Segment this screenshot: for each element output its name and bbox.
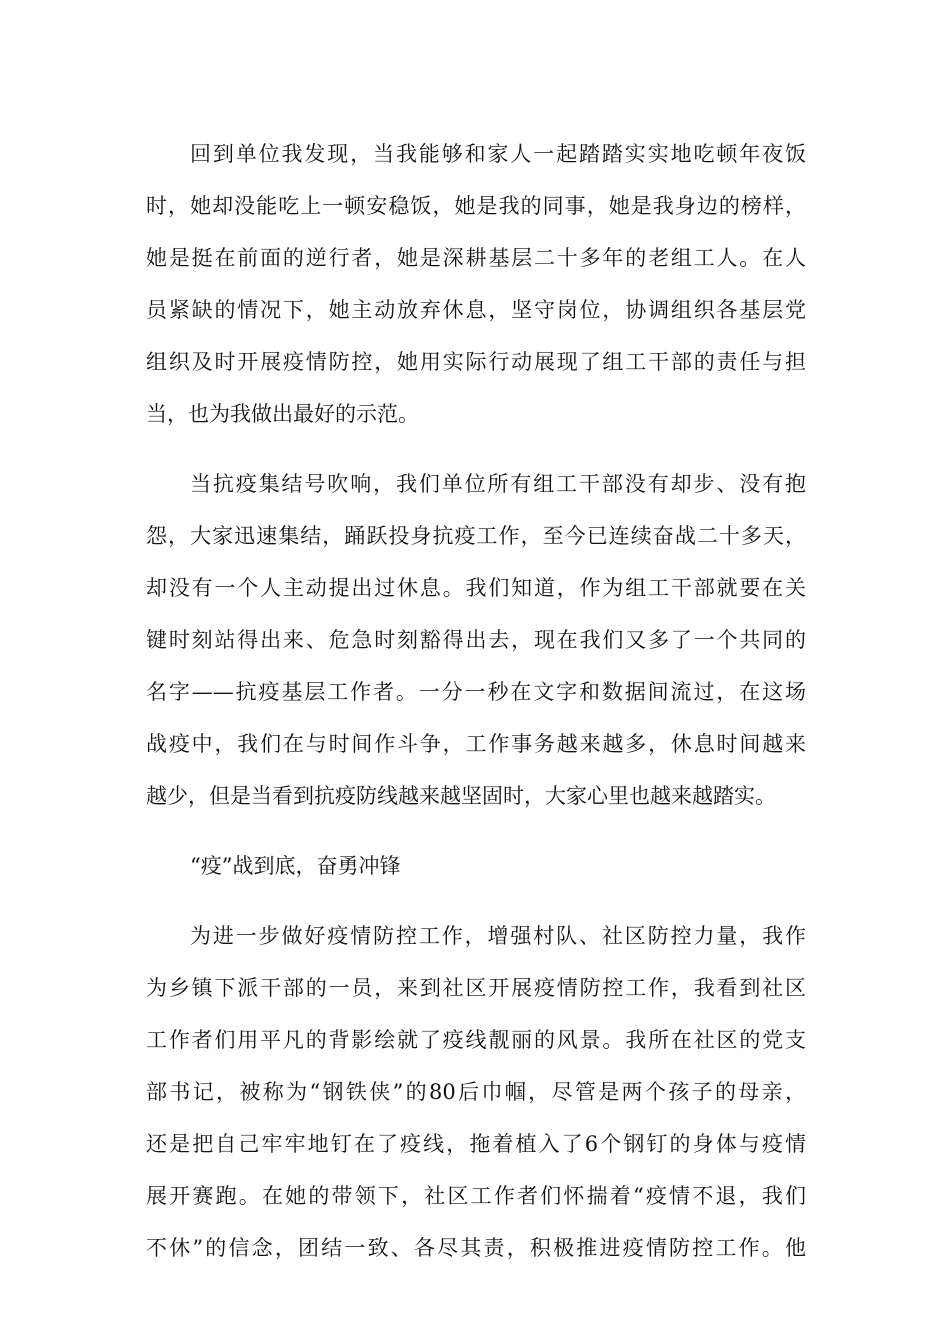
text-line: 战疫中，我们在与时间作斗争，工作事务越来越多，休息时间越来 — [146, 732, 806, 756]
text-line: 工作者们用平凡的背影绘就了疫线靓丽的风景。我所在社区的党支 — [146, 1028, 806, 1052]
text-line: 怨，大家迅速集结，踊跃投身抗疫工作，至今已连续奋战二十多天， — [146, 524, 806, 548]
document-page — [146, 128, 806, 1292]
paragraph-2 — [146, 458, 806, 822]
text-line: 为乡镇下派干部的一员，来到社区开展疫情防控工作，我看到社区 — [146, 976, 806, 1000]
text-line: 员紧缺的情况下，她主动放弃休息，坚守岗位，协调组织各基层党 — [146, 298, 806, 322]
text-line: 键时刻站得出来、危急时刻豁得出去，现在我们又多了一个共同的 — [146, 628, 806, 652]
text-line: 部书记，被称为“钢铁侠”的80后巾帼，尽管是两个孩子的母亲， — [146, 1080, 806, 1104]
text-line: 展开赛跑。在她的带领下，社区工作者们怀揣着“疫情不退，我们 — [146, 1184, 806, 1208]
text-line: 越少，但是当看到抗疫防线越来越坚固时，大家心里也越来越踏实。 — [146, 784, 776, 808]
text-line: 不休”的信念，团结一致、各尽其责，积极推进疫情防控工作。他 — [146, 1236, 806, 1260]
text-line: 还是把自己牢牢地钉在了疫线，拖着植入了6个钢钉的身体与疫情 — [146, 1132, 806, 1156]
text-line: 她是挺在前面的逆行者，她是深耕基层二十多年的老组工人。在人 — [146, 246, 806, 270]
text-line: 时，她却没能吃上一顿安稳饭，她是我的同事，她是我身边的榜样， — [146, 194, 806, 218]
text-line: 组织及时开展疫情防控，她用实际行动展现了组工干部的责任与担 — [146, 350, 806, 374]
paragraph-3 — [146, 910, 806, 1274]
section-heading-text: “疫”战到底，奋勇冲锋 — [190, 854, 401, 878]
text-line: 却没有一个人主动提出过休息。我们知道，作为组工干部就要在关 — [146, 576, 806, 600]
text-line: 名字——抗疫基层工作者。一分一秒在文字和数据间流过，在这场 — [146, 680, 806, 704]
text-line: 当抗疫集结号吹响，我们单位所有组工干部没有却步、没有抱 — [190, 472, 806, 496]
paragraph-1 — [146, 128, 806, 440]
section-heading — [146, 840, 806, 892]
text-line: 当，也为我做出最好的示范。 — [146, 402, 419, 426]
text-line: 回到单位我发现，当我能够和家人一起踏踏实实地吃顿年夜饭 — [190, 142, 806, 166]
text-line: 为进一步做好疫情防控工作，增强村队、社区防控力量，我作 — [190, 924, 806, 948]
